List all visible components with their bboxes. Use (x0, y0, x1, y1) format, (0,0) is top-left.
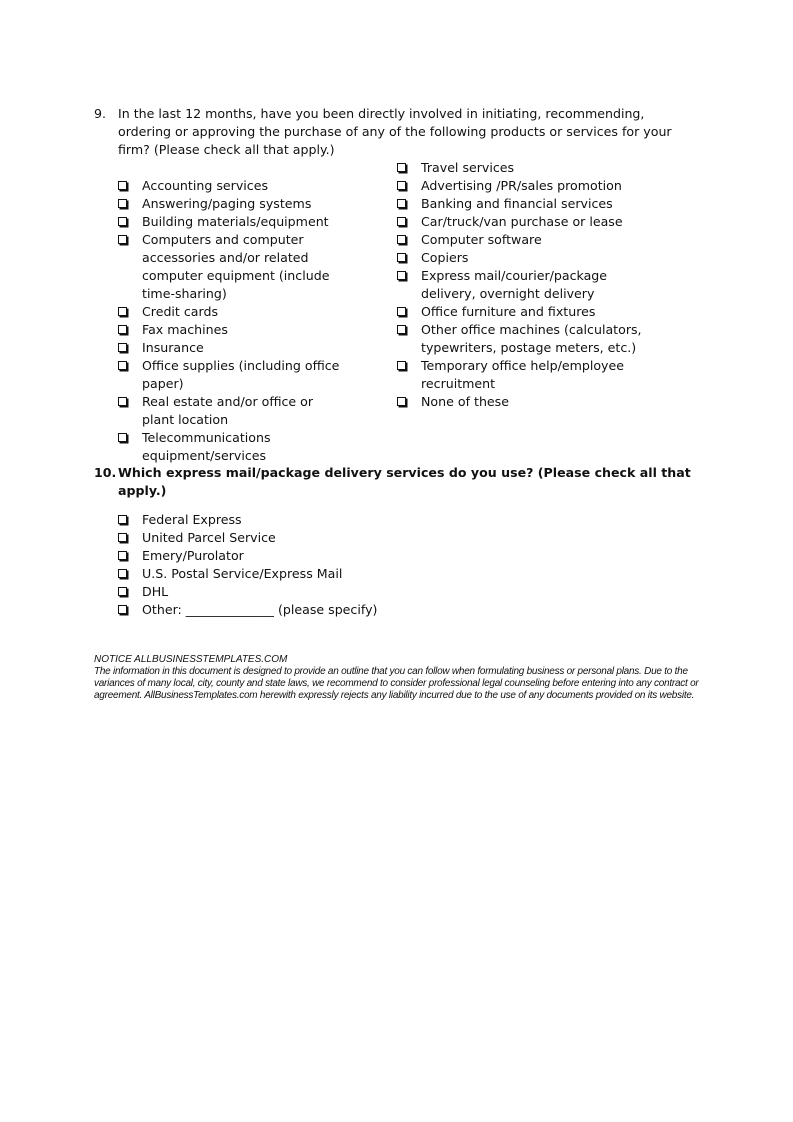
q9-left-option-1[interactable] (118, 177, 348, 195)
checkbox-icon[interactable] (397, 361, 406, 370)
q9-right-option-6[interactable] (397, 249, 657, 267)
q9-left-option-6[interactable] (118, 321, 348, 339)
option-label: Federal Express (142, 512, 242, 527)
q9-right-option-7[interactable] (397, 267, 657, 303)
q9-right-option-4[interactable] (397, 213, 657, 231)
option-label: Copiers (421, 250, 469, 265)
option-label: Temporary office help/employee recruitment (421, 358, 624, 391)
option-label: Insurance (142, 340, 204, 355)
checkbox-icon[interactable] (397, 397, 406, 406)
question-9-left-options (118, 177, 348, 465)
checkbox-icon[interactable] (397, 271, 406, 280)
option-label: Fax machines (142, 322, 228, 337)
q9-left-option-5[interactable] (118, 303, 348, 321)
q9-right-option-10[interactable] (397, 357, 657, 393)
checkbox-icon[interactable] (118, 397, 127, 406)
q9-left-option-3[interactable] (118, 213, 348, 231)
q9-left-option-7[interactable] (118, 339, 348, 357)
checkbox-icon[interactable] (397, 199, 406, 208)
option-label: Telecommunications equipment/services (142, 430, 271, 463)
option-label: Credit cards (142, 304, 219, 319)
q10-option-5[interactable] (118, 583, 418, 601)
question-10-text: Which express mail/package delivery services do you use? (Please check all that apply.) (118, 465, 691, 498)
q9-right-option-1[interactable] (397, 159, 657, 177)
q9-left-option-2[interactable] (118, 195, 348, 213)
question-9-text: In the last 12 months, have you been directly involved in initiating, recommending, ordering or approving the purchase of any of the following products or services for your firm? (Please check all that apply.) (118, 106, 672, 157)
notice-block (94, 654, 724, 702)
q9-left-option-8[interactable] (118, 357, 348, 393)
q10-option-6[interactable] (118, 601, 418, 619)
checkbox-icon[interactable] (118, 217, 127, 226)
q9-right-option-3[interactable] (397, 195, 657, 213)
option-label: Travel services (421, 160, 515, 175)
q9-left-option-9[interactable] (118, 393, 348, 429)
q9-left-option-4[interactable] (118, 231, 348, 303)
checkbox-icon[interactable] (118, 587, 127, 596)
q10-option-2[interactable] (118, 529, 418, 547)
option-label: Accounting services (142, 178, 268, 193)
q9-right-option-5[interactable] (397, 231, 657, 249)
checkbox-icon[interactable] (118, 551, 127, 560)
q9-right-option-11[interactable] (397, 393, 657, 411)
option-label: Answering/paging systems (142, 196, 312, 211)
checkbox-icon[interactable] (397, 307, 406, 316)
option-label: Building materials/equipment (142, 214, 329, 229)
checkbox-icon[interactable] (118, 515, 127, 524)
checkbox-icon[interactable] (118, 569, 127, 578)
option-label: DHL (142, 584, 169, 599)
checkbox-icon[interactable] (118, 181, 127, 190)
q9-right-option-9[interactable] (397, 321, 657, 357)
notice-body: The information in this document is designed to provide an outline that you can follow when formulating business or personal plans. Due to the variances of many local, city, county and state laws, we recommend to consider professional legal counseling before entering into any contract or agreement. AllBusinessTemplates.com herewith expressly rejects any liability incurred due to the use of any documents provided on its website. (94, 666, 699, 701)
question-9-number: 9. (94, 106, 107, 121)
checkbox-icon[interactable] (118, 199, 127, 208)
question-10-options (118, 511, 418, 619)
q10-option-4[interactable] (118, 565, 418, 583)
option-label: Computers and computer accessories and/or related computer equipment (include time-sharing) (142, 232, 330, 301)
option-label: Advertising /PR/sales promotion (421, 178, 622, 193)
q10-option-1[interactable] (118, 511, 418, 529)
option-label: Real estate and/or office or plant location (142, 394, 314, 427)
checkbox-icon[interactable] (397, 163, 406, 172)
option-label: Other: ______________ (please specify) (142, 602, 378, 617)
checkbox-icon[interactable] (118, 325, 127, 334)
option-label: Banking and financial services (421, 196, 613, 211)
question-9-right-options (397, 159, 657, 411)
checkbox-icon[interactable] (397, 253, 406, 262)
checkbox-icon[interactable] (118, 235, 127, 244)
q9-right-option-2[interactable] (397, 177, 657, 195)
checkbox-icon[interactable] (118, 533, 127, 542)
option-label: Emery/Purolator (142, 548, 244, 563)
q9-left-option-10[interactable] (118, 429, 348, 465)
checkbox-icon[interactable] (118, 361, 127, 370)
option-label: Express mail/courier/package delivery, overnight delivery (421, 268, 608, 301)
option-label: Computer software (421, 232, 542, 247)
option-label: Other office machines (calculators, typewriters, postage meters, etc.) (421, 322, 642, 355)
option-label: Office furniture and fixtures (421, 304, 596, 319)
checkbox-icon[interactable] (118, 433, 127, 442)
notice-title: NOTICE ALLBUSINESSTEMPLATES.COM (94, 654, 288, 665)
option-label: None of these (421, 394, 509, 409)
checkbox-icon[interactable] (397, 181, 406, 190)
option-label: Office supplies (including office paper) (142, 358, 340, 391)
checkbox-icon[interactable] (118, 343, 127, 352)
checkbox-icon[interactable] (118, 307, 127, 316)
question-10-number: 10. (94, 465, 117, 480)
q10-option-3[interactable] (118, 547, 418, 565)
checkbox-icon[interactable] (397, 235, 406, 244)
option-label: U.S. Postal Service/Express Mail (142, 566, 343, 581)
option-label: Car/truck/van purchase or lease (421, 214, 623, 229)
checkbox-icon[interactable] (397, 217, 406, 226)
checkbox-icon[interactable] (118, 605, 127, 614)
checkbox-icon[interactable] (397, 325, 406, 334)
q9-right-option-8[interactable] (397, 303, 657, 321)
option-label: United Parcel Service (142, 530, 276, 545)
